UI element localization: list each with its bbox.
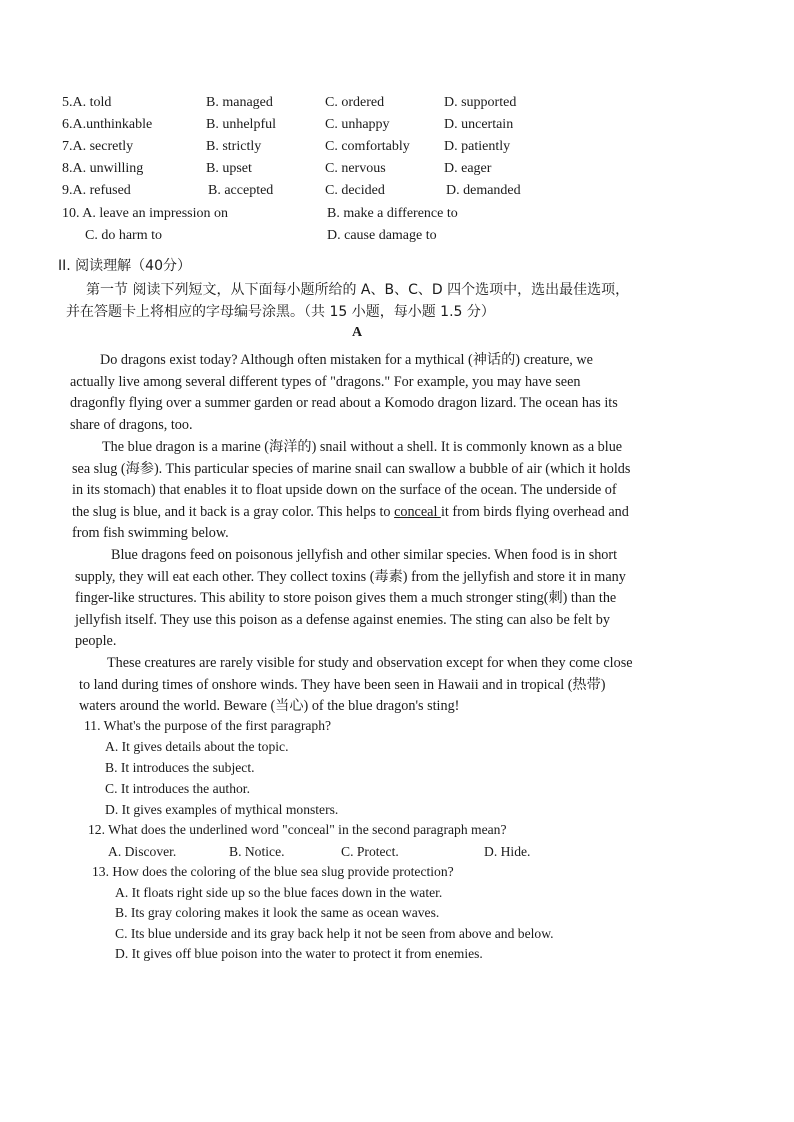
option-row-9 xyxy=(62,183,131,199)
question-stem: 12. What does the underlined word "conceal" in the second paragraph mean? xyxy=(88,822,507,837)
option-d: D. It gives off blue poison into the water to protect it from enemies. xyxy=(115,946,483,961)
option-c: C. do harm to xyxy=(85,228,162,243)
option-c: C. Its blue underside and its gray back help it not be seen from above and below. xyxy=(115,926,554,941)
option-b: B. unhelpful xyxy=(206,117,276,132)
paragraph-3: Blue dragons feed on poisonous jellyfish and other similar species. When food is in short supply, they will eat each other. They collect toxins (毒素) from the jellyfish and store it in many finger-like structures. This ability to store poison gives them a much stronger sting(刺) than the jellyfish itself. They use this poison as a defense against enemies. The sting can also be felt by people. xyxy=(75,547,626,650)
option-c: C. comfortably xyxy=(325,139,410,154)
option-c: C. It introduces the author. xyxy=(105,781,250,796)
option-c: C. unhappy xyxy=(325,117,390,132)
option-c: C. ordered xyxy=(325,95,385,110)
section-heading: II. 阅读理解（40分） xyxy=(58,258,191,274)
paragraph-line: the slug is blue, and it back is a gray color. This helps to conceal it from birds flying overhead and xyxy=(72,503,629,520)
question-stem: 13. How does the coloring of the blue sea slug provide protection? xyxy=(92,864,454,879)
option-b: B. upset xyxy=(206,161,252,176)
section-instruction: 第一节 阅读下列短文，从下面每小题所给的 A、B、C、D 四个选项中，选出最佳选项， xyxy=(86,282,630,298)
option-b: B. make a difference to xyxy=(327,206,458,221)
option-b: B. Notice. xyxy=(229,844,285,859)
question-number: 8. xyxy=(62,161,73,176)
option-d: D. patiently xyxy=(444,139,511,154)
option-a: A. It floats right side up so the blue faces down in the water. xyxy=(115,885,443,900)
option-d: D. demanded xyxy=(446,183,521,198)
option-b: B. Its gray coloring makes it look the same as ocean waves. xyxy=(115,905,440,920)
question-number: 7. xyxy=(62,139,73,154)
option-d: D. Hide. xyxy=(484,844,531,859)
option-row-5 xyxy=(62,95,111,111)
option-c: C. nervous xyxy=(325,161,386,176)
option-a: A. unwilling xyxy=(72,161,144,176)
option-a: A.unthinkable xyxy=(72,117,153,132)
option-a: A. Discover. xyxy=(108,844,177,859)
question-number: 9. xyxy=(62,183,73,198)
option-d: D. uncertain xyxy=(444,117,514,132)
section-instruction-cont: 并在答题卡上将相应的字母编号涂黑。（共 15 小题，每小题 1.5 分） xyxy=(66,304,495,320)
option-b: B. strictly xyxy=(206,139,262,154)
option-row-7 xyxy=(62,139,133,155)
option-b: B. accepted xyxy=(208,183,274,198)
option-b: B. It introduces the subject. xyxy=(105,760,255,775)
option-d: D. supported xyxy=(444,95,517,110)
question-stem: 11. What's the purpose of the first paragraph? xyxy=(84,718,332,733)
option-a: A. It gives details about the topic. xyxy=(105,739,289,754)
paragraph-1: Do dragons exist today? Although often mistaken for a mythical (神话的) creature, we actually live among several different types of "dragons." For example, you may have seen dragonfly flying over a summer garden or read about a Komodo dragon lizard. The ocean has its share of dragons, too. xyxy=(70,352,618,433)
option-a: A. told xyxy=(72,95,112,110)
option-c: C. decided xyxy=(325,183,385,198)
underlined-word: conceal xyxy=(394,503,441,520)
question-number: 6. xyxy=(62,117,73,132)
passage-label: A xyxy=(352,325,363,340)
option-a: A. secretly xyxy=(72,139,134,154)
option-d: D. cause damage to xyxy=(327,228,437,243)
option-d: D. eager xyxy=(444,161,492,176)
paragraph-2: The blue dragon is a marine (海洋的) snail without a shell. It is commonly known as a blue sea slug (海参). This particular species of marine snail can swallow a bubble of air (which it holds in its stomach) that enables it to float upside down on the surface of the ocean. The underside of the slug is blue, and it back is a gray color. This helps to conceal it from birds flying overhead and from fish swimming below. xyxy=(72,437,654,545)
option-d: D. It gives examples of mythical monsters. xyxy=(105,802,339,817)
option-row-6 xyxy=(62,117,152,133)
option-b: B. managed xyxy=(206,95,273,110)
question-number: 5. xyxy=(62,95,73,110)
option-a: 10. A. leave an impression on xyxy=(62,206,229,221)
paragraph-4: These creatures are rarely visible for study and observation except for when they come close to land during times of onshore winds. They have been seen in Hawaii and in tropical (热带) waters around the world. Beware (当心) of the blue dragon's sting! xyxy=(79,655,633,715)
option-a: A. refused xyxy=(72,183,131,198)
option-c: C. Protect. xyxy=(341,844,399,859)
option-row-8 xyxy=(62,161,143,177)
